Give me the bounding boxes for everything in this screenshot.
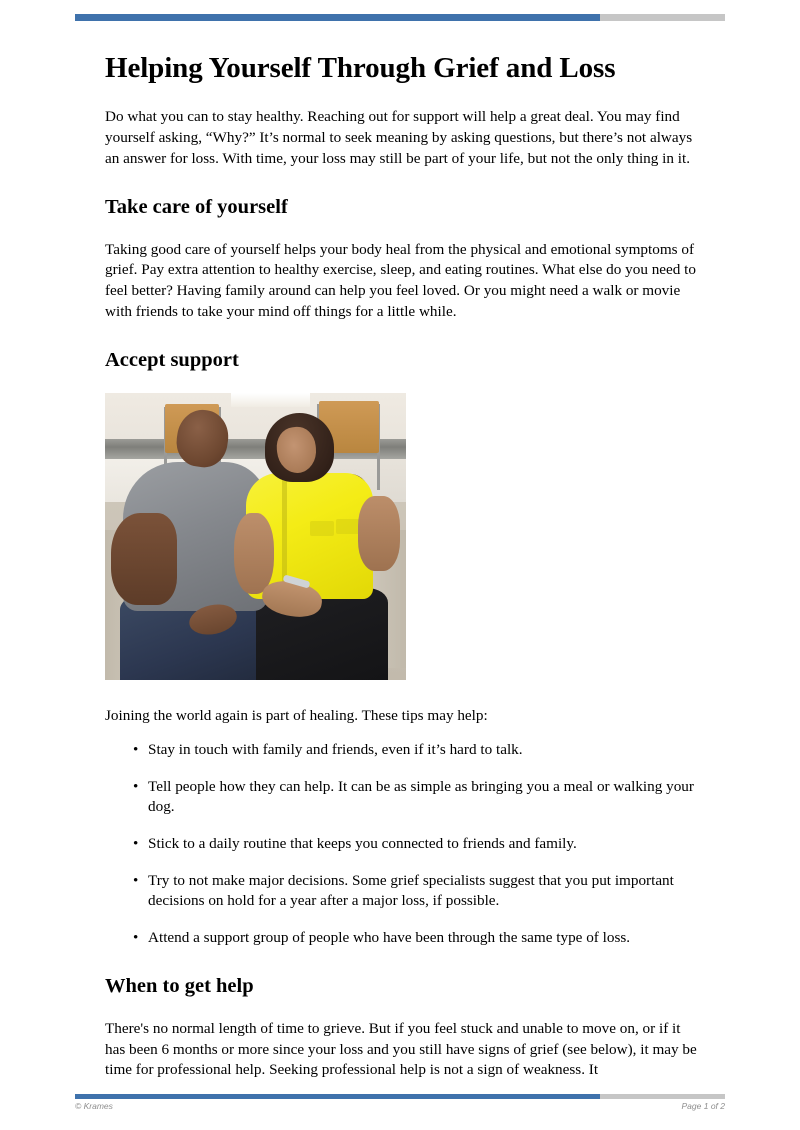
- couple-photo-image: [105, 393, 406, 680]
- list-item-text: Try to not make major decisions. Some grief specialists suggest that you put important decisions on hold for a year after a major loss, if possible.: [148, 871, 674, 910]
- list-item: [105, 928, 700, 949]
- list-item: [105, 871, 700, 912]
- section-paragraph-when-to-get-help: There's no normal length of time to grieve. But if you feel stuck and unable to move on, or if it has been 6 months or more since your loss and you still have signs of grief (see below), it may be time for professional help. Seeking professional help is not a sign of weakness. It: [105, 1020, 697, 1079]
- footer-rule-blue-segment: [75, 1094, 600, 1099]
- footer-rule: [75, 1094, 725, 1099]
- bullet-icon: •: [133, 835, 139, 853]
- header-rule-blue-segment: [75, 14, 600, 21]
- bullet-icon: •: [133, 741, 139, 759]
- section-paragraph-take-care: Taking good care of yourself helps your body heal from the physical and emotional symptoms of grief. Pay extra attention to healthy exercise, sleep, and eating routines. What else do you need to feel better? Having family around can help you feel loved. Or you might need a walk or movie with friends to take your mind off things for a little while.: [105, 240, 696, 320]
- list-item-text: Attend a support group of people who have been through the same type of loss.: [148, 928, 631, 946]
- footer-rule-gray-segment: [600, 1094, 725, 1099]
- footer-copyright: © Krames: [75, 1101, 113, 1111]
- section-heading-when-to-get-help: When to get help: [105, 975, 254, 998]
- photo-man-arm: [111, 513, 177, 605]
- footer-page-number: Page 1 of 2: [681, 1101, 725, 1111]
- tips-lead-in: Joining the world again is part of healing. These tips may help:: [105, 706, 488, 724]
- couple-photo: [105, 393, 406, 680]
- list-item: [105, 834, 700, 855]
- list-item: [105, 777, 700, 818]
- document-content: [105, 52, 700, 1095]
- photo-ceiling-light: [231, 393, 309, 407]
- tips-list: [105, 740, 700, 948]
- photo-woman-shirt-pocket: [336, 519, 360, 534]
- page-title: Helping Yourself Through Grief and Loss: [105, 52, 616, 84]
- bullet-icon: •: [133, 777, 139, 795]
- list-item-text: Stick to a daily routine that keeps you connected to friends and family.: [148, 835, 577, 853]
- section-heading-take-care: Take care of yourself: [105, 196, 288, 219]
- section-heading-accept-support: Accept support: [105, 349, 239, 372]
- list-item-text: Stay in touch with family and friends, even if it’s hard to talk.: [148, 741, 523, 759]
- bullet-icon: •: [133, 928, 139, 946]
- bullet-icon: •: [133, 871, 139, 889]
- footer: [75, 1101, 725, 1111]
- header-rule-gray-segment: [600, 14, 725, 21]
- header-rule: [75, 14, 725, 21]
- photo-woman-shirt-pocket: [310, 521, 334, 536]
- photo-woman-arm: [234, 513, 273, 593]
- photo-woman-arm-right: [358, 496, 400, 571]
- list-item-text: Tell people how they can help. It can be as simple as bringing you a meal or walking your dog.: [148, 777, 694, 816]
- list-item: [105, 740, 700, 761]
- intro-paragraph: Do what you can to stay healthy. Reaching out for support will help a great deal. You may find yourself asking, “Why?” It’s normal to seek meaning by asking questions, but there’s not always an answer for loss. With time, your loss may still be part of your life, but not the only thing in it.: [105, 108, 693, 167]
